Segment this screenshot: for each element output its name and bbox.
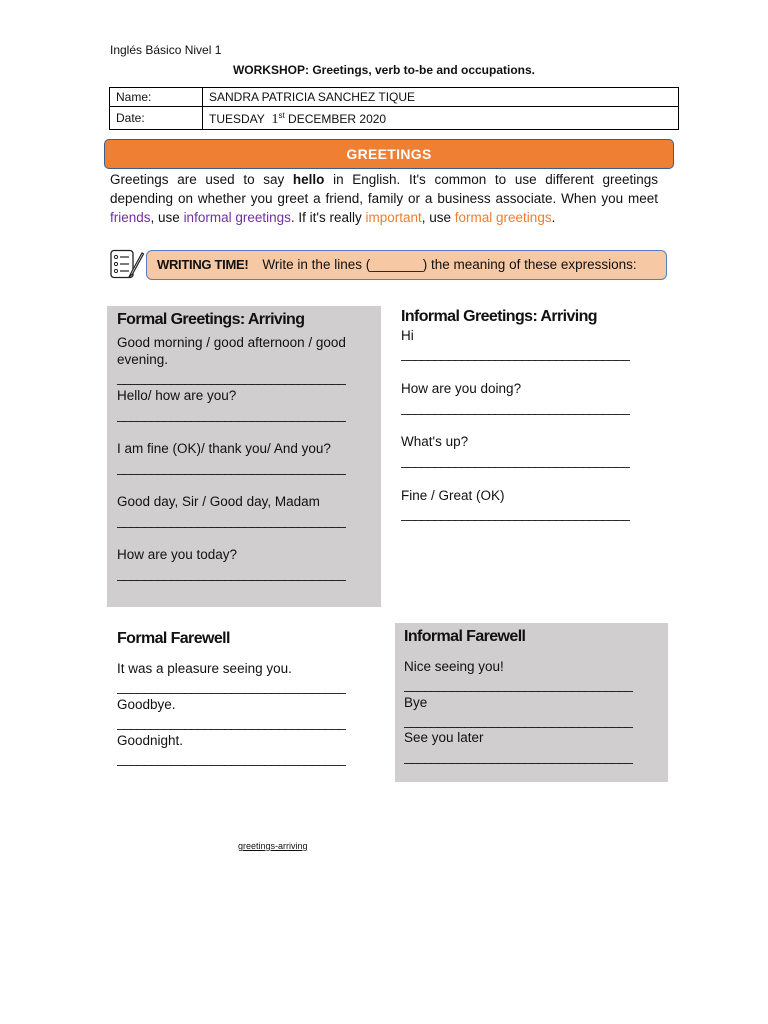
answer-line[interactable]: __________________________________ bbox=[117, 752, 346, 766]
answer-line[interactable]: __________________________________ bbox=[401, 401, 630, 415]
date-rest: DECEMBER 2020 bbox=[288, 112, 387, 126]
formal-farewell-title: Formal Farewell bbox=[117, 630, 230, 647]
workshop-heading bbox=[0, 63, 768, 77]
informal-arriving-title: Informal Greetings: Arriving bbox=[401, 308, 597, 325]
formal-arriving-item: How are you today? bbox=[117, 547, 238, 562]
answer-line[interactable]: __________________________________ bbox=[117, 514, 346, 528]
informal-farewell-item: See you later bbox=[404, 730, 484, 745]
writing-time-title: WRITING TIME! bbox=[157, 257, 249, 272]
date-number: 1 bbox=[271, 112, 279, 127]
intro-text-1: Greetings are used to say bbox=[110, 172, 293, 187]
answer-line[interactable]: __________________________________ bbox=[401, 347, 630, 361]
informal-arriving-item: Hi bbox=[401, 328, 414, 343]
name-value: SANDRA PATRICIA SANCHEZ TIQUE bbox=[203, 88, 679, 107]
date-day: TUESDAY bbox=[209, 112, 265, 126]
answer-line[interactable]: __________________________________ bbox=[117, 371, 346, 385]
course-title: Inglés Básico Nivel 1 bbox=[110, 43, 222, 57]
formal-farewell-item: It was a pleasure seeing you. bbox=[117, 661, 292, 676]
formal-farewell-item: Goodbye. bbox=[117, 697, 176, 712]
answer-line[interactable]: __________________________________ bbox=[401, 454, 630, 468]
greetings-banner: GREETINGS bbox=[104, 139, 674, 169]
checklist-icon bbox=[109, 249, 145, 279]
formal-arriving-item: Good morning / good afternoon / good evening. bbox=[117, 335, 346, 367]
informal-arriving-item: Fine / Great (OK) bbox=[401, 488, 505, 503]
date-label: Date: bbox=[110, 107, 203, 130]
answer-line[interactable]: __________________________________ bbox=[117, 461, 346, 475]
greetings-arriving-link[interactable]: greetings-arriving bbox=[238, 841, 308, 851]
intro-friends: friends bbox=[110, 210, 151, 225]
intro-text-2: in English. It's common to use different greetings depending on whether you greet a friend, family or a business associate. When you meet bbox=[110, 172, 658, 206]
date-suffix: st bbox=[278, 111, 285, 120]
intro-formal: formal greetings bbox=[454, 210, 552, 225]
informal-farewell-title: Informal Farewell bbox=[404, 628, 526, 645]
answer-line[interactable]: __________________________________ bbox=[404, 714, 633, 728]
intro-important: important bbox=[365, 210, 422, 225]
intro-hello: hello bbox=[292, 172, 325, 187]
answer-line[interactable]: __________________________________ bbox=[404, 750, 633, 764]
intro-informal: informal greetings bbox=[183, 210, 291, 225]
writing-time-box bbox=[146, 250, 667, 280]
informal-farewell-item: Bye bbox=[404, 695, 428, 710]
intro-text-5: , use bbox=[421, 210, 455, 225]
intro-text-6: . bbox=[551, 210, 556, 225]
answer-line[interactable]: __________________________________ bbox=[117, 680, 346, 694]
intro-text-4: . If it's really bbox=[290, 210, 366, 225]
answer-line[interactable]: __________________________________ bbox=[404, 678, 633, 692]
name-label: Name: bbox=[110, 88, 203, 107]
student-info-table bbox=[109, 87, 679, 130]
formal-arriving-item: Hello/ how are you? bbox=[117, 388, 237, 403]
workshop-label: WORKSHOP: bbox=[232, 63, 309, 77]
formal-arriving-item: Good day, Sir / Good day, Madam bbox=[117, 494, 320, 509]
date-value bbox=[203, 107, 679, 130]
answer-line[interactable]: __________________________________ bbox=[401, 507, 630, 521]
formal-arriving-title: Formal Greetings: Arriving bbox=[117, 311, 305, 328]
answer-line[interactable]: __________________________________ bbox=[117, 716, 346, 730]
formal-farewell-item: Goodnight. bbox=[117, 733, 184, 748]
informal-arriving-item: How are you doing? bbox=[401, 381, 522, 396]
workshop-title: Greetings, verb to-be and occupations. bbox=[312, 63, 536, 77]
answer-line[interactable]: __________________________________ bbox=[117, 408, 346, 422]
answer-line[interactable]: __________________________________ bbox=[117, 567, 346, 581]
intro-text-3: , use bbox=[150, 210, 184, 225]
informal-arriving-item: What's up? bbox=[401, 434, 469, 449]
writing-instruction: Write in the lines (_______) the meaning of these expressions: bbox=[262, 257, 637, 272]
formal-arriving-item: I am fine (OK)/ thank you/ And you? bbox=[117, 441, 331, 456]
informal-farewell-item: Nice seeing you! bbox=[404, 659, 504, 674]
intro-paragraph bbox=[110, 170, 658, 227]
